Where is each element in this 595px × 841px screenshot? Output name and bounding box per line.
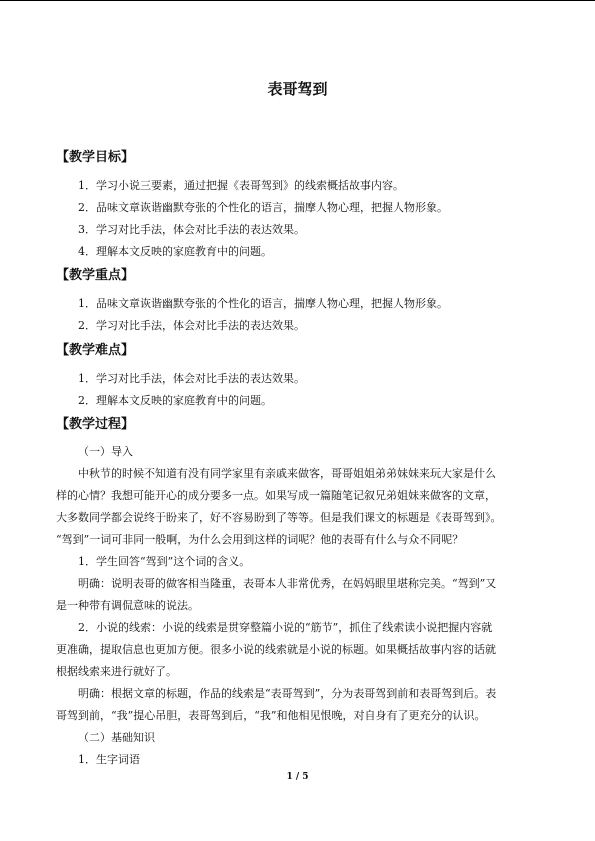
difficulty-item: 2．理解本文反映的家庭教育中的问题。	[78, 394, 272, 407]
process-line: （二）基础知识	[78, 731, 155, 744]
process-line: 1．生字词语	[78, 753, 140, 766]
goal-item: 1．学习小说三要素，通过把握《表哥驾到》的线索概括故事内容。	[78, 179, 404, 192]
process-line: 明确：说明表哥的做客相当隆重，表哥本人非常优秀，在妈妈眼里堪称完美。“驾到”又	[78, 577, 497, 590]
goal-item: 4．理解本文反映的家庭教育中的问题。	[78, 245, 272, 258]
process-line: 根据线索来进行就好了。	[56, 665, 177, 678]
process-line: 明确：根据文章的标题，作品的线索是“表哥驾到”，分为表哥驾到前和表哥驾到后。表	[78, 687, 497, 700]
process-line: （一）导入	[78, 445, 133, 458]
goal-item: 3．学习对比手法，体会对比手法的表达效果。	[78, 223, 305, 236]
process-line: 中秋节的时候不知道有没有同学家里有亲戚来做客，哥哥姐姐弟弟妹妹来玩大家是什么	[78, 467, 496, 480]
section-heading-goals: 【教学目标】	[56, 150, 135, 165]
key-point-item: 1．品味文章诙谐幽默夸张的个性化的语言，揣摩人物心理，把握人物形象。	[78, 297, 448, 310]
process-line: 是一种带有调侃意味的说法。	[56, 599, 199, 612]
section-heading-difficulties: 【教学难点】	[56, 343, 135, 358]
difficulty-item: 1．学习对比手法，体会对比手法的表达效果。	[78, 372, 305, 385]
process-line: 2．小说的线索：小说的线索是贯穿整篇小说的“筋节”，抓住了线索读小说把握内容就	[78, 621, 493, 634]
process-line: 更准确，提取信息也更加方便。很多小说的线索就是小说的标题。如果概括故事内容的话就	[56, 643, 496, 656]
page-number: 1 / 5	[286, 772, 309, 782]
process-line: 哥驾到前，“我”提心吊胆，表哥驾到后，“我”和他相见恨晚，对自身有了更充分的认识。	[56, 709, 486, 722]
process-line: “驾到”一词可非同一般啊，为什么会用到这样的词呢？他的表哥有什么与众不同呢？	[56, 533, 464, 546]
process-line: 1．学生回答“驾到”这个词的含义。	[78, 555, 251, 568]
page-top-rule	[0, 0, 595, 1]
section-heading-process: 【教学过程】	[56, 417, 135, 432]
process-line: 样的心情？我想可能开心的成分要多一点。如果写成一篇随笔记叙兄弟姐妹来做客的文章，	[56, 489, 496, 502]
section-heading-key-points: 【教学重点】	[56, 268, 135, 283]
goal-item: 2．品味文章诙谐幽默夸张的个性化的语言，揣摩人物心理，把握人物形象。	[78, 201, 448, 214]
process-line: 大多数同学都会说终于盼来了，好不容易盼到了等等。但是我们课文的标题是《表哥驾到》。	[56, 511, 502, 524]
process-body	[56, 441, 543, 771]
key-point-item: 2．学习对比手法，体会对比手法的表达效果。	[78, 319, 305, 332]
page-title: 表哥驾到	[267, 80, 328, 98]
